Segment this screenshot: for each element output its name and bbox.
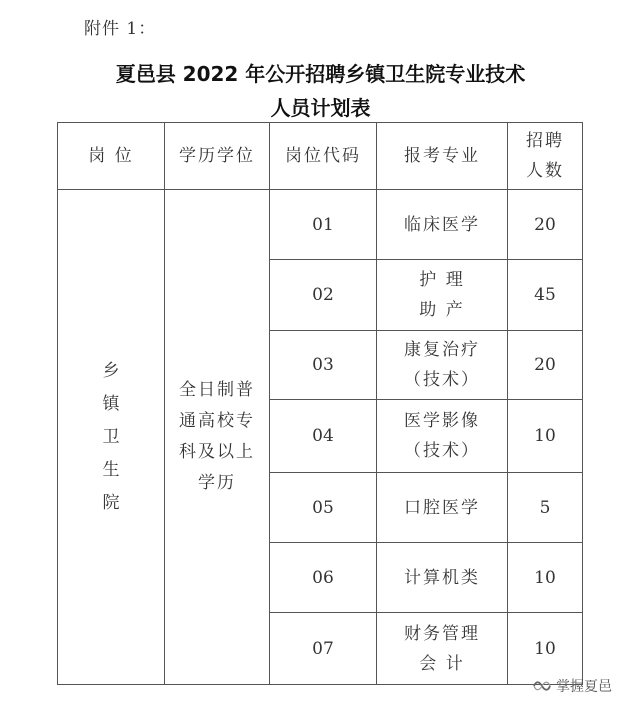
position-cell <box>58 190 165 685</box>
attachment-label: 附件 1： <box>84 19 157 39</box>
major-cell <box>377 331 508 400</box>
major-line: 医学影像 <box>404 411 480 431</box>
title-line-2: 人员计划表 <box>270 96 371 120</box>
education-line: 学历 <box>198 473 236 493</box>
count-cell: 5 <box>508 473 583 543</box>
major-cell <box>377 613 508 685</box>
count-cell: 10 <box>508 613 583 685</box>
position-char: 卫 <box>102 426 120 447</box>
header-education: 学历学位 <box>165 123 270 190</box>
major-cell <box>377 543 508 613</box>
major-line: 助 产 <box>419 300 465 320</box>
header-count-line-1: 招聘 <box>526 131 564 151</box>
code-cell: 02 <box>270 260 377 331</box>
recruitment-plan-table <box>57 122 583 685</box>
major-cell <box>377 473 508 543</box>
position-char: 镇 <box>102 393 120 414</box>
count-cell: 10 <box>508 543 583 613</box>
major-line: 计算机类 <box>404 567 480 588</box>
education-line: 通高校专 <box>179 411 255 431</box>
code-cell: 04 <box>270 400 377 473</box>
code-cell: 07 <box>270 613 377 685</box>
education-cell <box>165 190 270 685</box>
title-line-1: 夏邑县 2022 年公开招聘乡镇卫生院专业技术 <box>115 62 526 86</box>
education-line: 全日制普 <box>179 380 255 400</box>
header-major: 报考专业 <box>377 123 508 190</box>
code-cell: 01 <box>270 190 377 260</box>
count-cell: 45 <box>508 260 583 331</box>
header-count <box>508 123 583 190</box>
position-char: 乡 <box>102 360 120 381</box>
wechat-channel-icon <box>533 679 551 693</box>
count-cell: 20 <box>508 190 583 260</box>
major-line: 会 计 <box>419 653 465 674</box>
major-line: 临床医学 <box>404 214 480 235</box>
major-line: 财务管理 <box>404 623 480 644</box>
count-cell: 20 <box>508 331 583 400</box>
code-cell: 06 <box>270 543 377 613</box>
header-position: 岗 位 <box>58 123 165 190</box>
major-line: 护 理 <box>419 270 465 290</box>
table-row <box>58 190 583 260</box>
watermark <box>533 676 612 696</box>
major-cell <box>377 260 508 331</box>
major-cell <box>377 190 508 260</box>
major-line: （技术） <box>404 370 480 390</box>
major-line: （技术） <box>404 441 480 461</box>
header-code: 岗位代码 <box>270 123 377 190</box>
major-line: 口腔医学 <box>404 497 480 518</box>
table-header-row <box>58 123 583 190</box>
major-line: 康复治疗 <box>404 340 480 360</box>
education-line: 科及以上 <box>179 442 255 462</box>
code-cell: 05 <box>270 473 377 543</box>
major-cell <box>377 400 508 473</box>
position-char: 院 <box>102 492 120 513</box>
header-count-line-2: 人数 <box>526 161 564 181</box>
count-cell: 10 <box>508 400 583 473</box>
position-char: 生 <box>102 459 120 480</box>
code-cell: 03 <box>270 331 377 400</box>
watermark-text: 掌握夏邑 <box>556 679 612 695</box>
